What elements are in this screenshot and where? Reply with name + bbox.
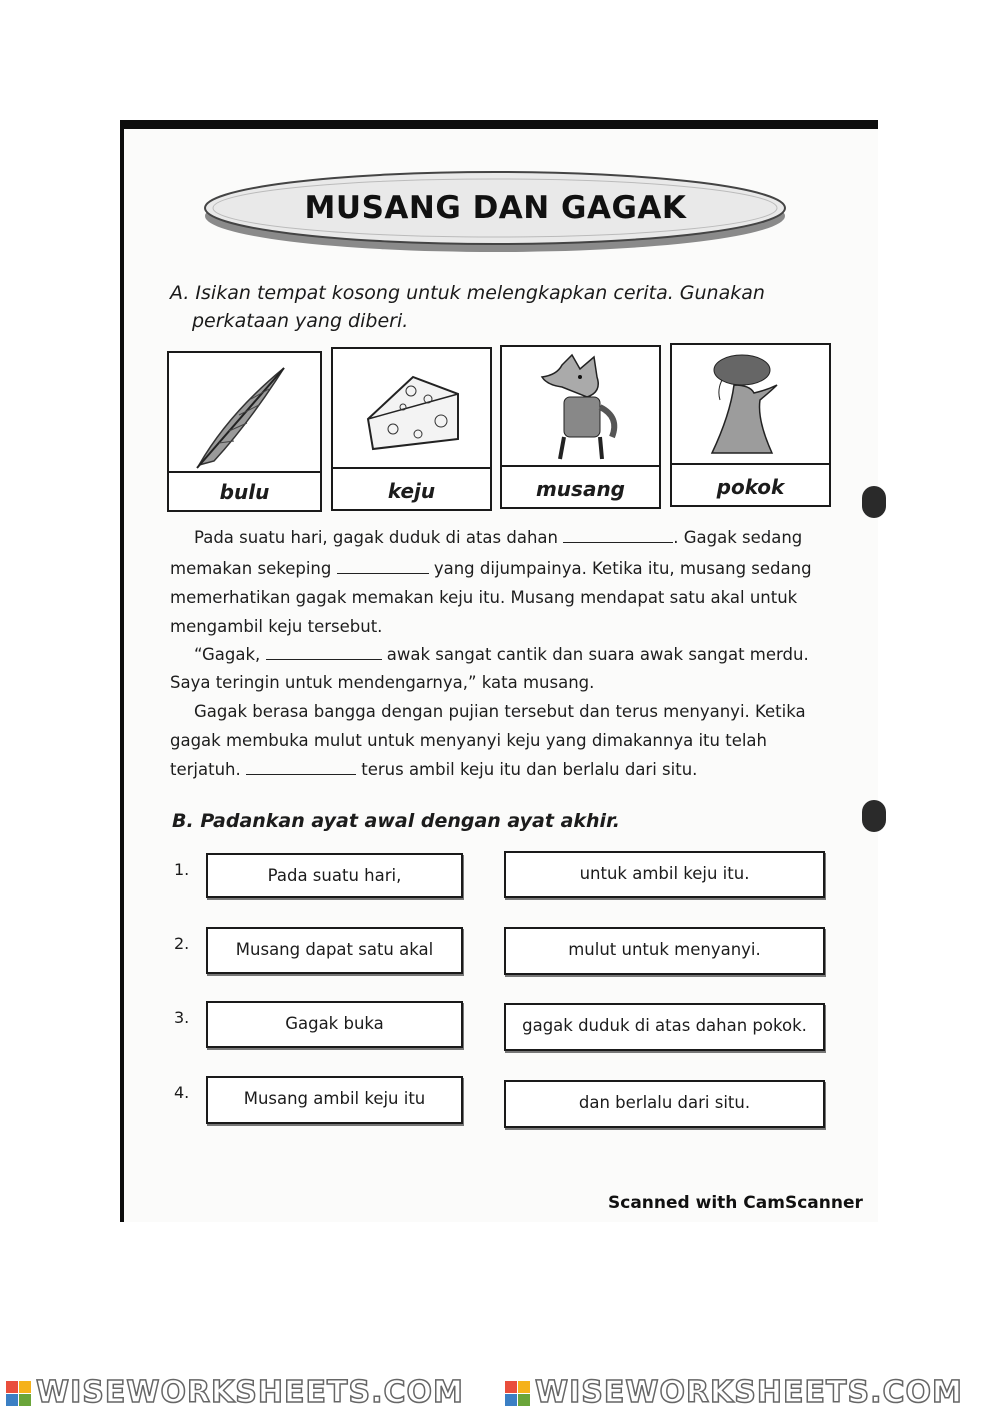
blank-1[interactable]	[563, 528, 673, 543]
watermark-left: WISEWORKSHEETS.COM	[36, 1375, 464, 1410]
image-area	[169, 353, 320, 473]
word-label: keju	[387, 479, 436, 503]
story-line-4: mengambil keju tersebut.	[170, 617, 383, 636]
story-line-3: memerhatikan gagak memakan keju itu. Musang mendapat satu akal untuk	[170, 588, 798, 607]
match-right-4[interactable]: dan berlalu dari situ.	[504, 1080, 825, 1128]
story-line-6: Saya teringin untuk mendengarnya,” kata musang.	[170, 673, 595, 692]
story-line-9: terjatuh. terus ambil keju itu dan berlalu dari situ.	[170, 760, 698, 779]
wiseworksheets-logo-icon	[6, 1381, 32, 1407]
left-border	[120, 120, 124, 1222]
watermark-right: WISEWORKSHEETS.COM	[535, 1375, 963, 1410]
story-line-5: “Gagak, awak sangat cantik dan suara awak sangat merdu.	[194, 645, 809, 664]
blank-2[interactable]	[337, 559, 429, 574]
match-left-4[interactable]: Musang ambil keju itu	[206, 1076, 463, 1124]
word-card-pokok	[670, 343, 831, 507]
image-area	[672, 345, 829, 465]
tree-icon	[672, 345, 829, 463]
top-border	[120, 120, 878, 129]
binder-hole-top	[862, 486, 886, 518]
match-right-2[interactable]: mulut untuk menyanyi.	[504, 927, 825, 975]
image-area	[502, 347, 659, 467]
word-card-keju	[331, 347, 492, 511]
word-label: bulu	[219, 480, 270, 504]
item-number: 1.	[174, 860, 190, 879]
section-b-heading: B. Padankan ayat awal dengan ayat akhir.	[172, 810, 620, 832]
fox-icon	[502, 347, 659, 465]
match-right-1[interactable]: untuk ambil keju itu.	[504, 851, 825, 898]
blank-4[interactable]	[246, 760, 356, 775]
blank-3[interactable]	[266, 645, 382, 660]
word-card-musang	[500, 345, 661, 509]
story-line-1: Pada suatu hari, gagak duduk di atas dahan . Gagak sedang	[194, 528, 803, 547]
word-label: musang	[535, 477, 626, 501]
match-right-3[interactable]: gagak duduk di atas dahan pokok.	[504, 1003, 825, 1051]
story-line-7: Gagak berasa bangga dengan pujian tersebut dan terus menyanyi. Ketika	[194, 702, 806, 721]
match-left-1[interactable]: Pada suatu hari,	[206, 853, 463, 898]
match-left-3[interactable]: Gagak buka	[206, 1001, 463, 1048]
wiseworksheets-logo-icon	[505, 1381, 531, 1407]
word-card-bulu	[167, 351, 322, 512]
page-title: MUSANG DAN GAGAK	[304, 190, 687, 226]
cheese-icon	[333, 349, 490, 467]
item-number: 2.	[174, 934, 190, 953]
section-a-instruction-cont: perkataan yang diberi.	[192, 310, 409, 332]
word-label: pokok	[716, 475, 785, 499]
scanner-note: Scanned with CamScanner	[608, 1193, 863, 1213]
feather-icon	[169, 353, 320, 471]
match-left-2[interactable]: Musang dapat satu akal	[206, 927, 463, 974]
title-banner	[198, 160, 798, 258]
section-a-instruction: A. Isikan tempat kosong untuk melengkapkan cerita. Gunakan	[170, 282, 765, 304]
image-area	[333, 349, 490, 469]
item-number: 4.	[174, 1083, 190, 1102]
item-number: 3.	[174, 1008, 190, 1027]
story-line-8: gagak membuka mulut untuk menyanyi keju yang dimakannya itu telah	[170, 731, 767, 750]
story-line-2: memakan sekeping yang dijumpainya. Ketika itu, musang sedang	[170, 559, 812, 578]
binder-hole-bottom	[862, 800, 886, 832]
